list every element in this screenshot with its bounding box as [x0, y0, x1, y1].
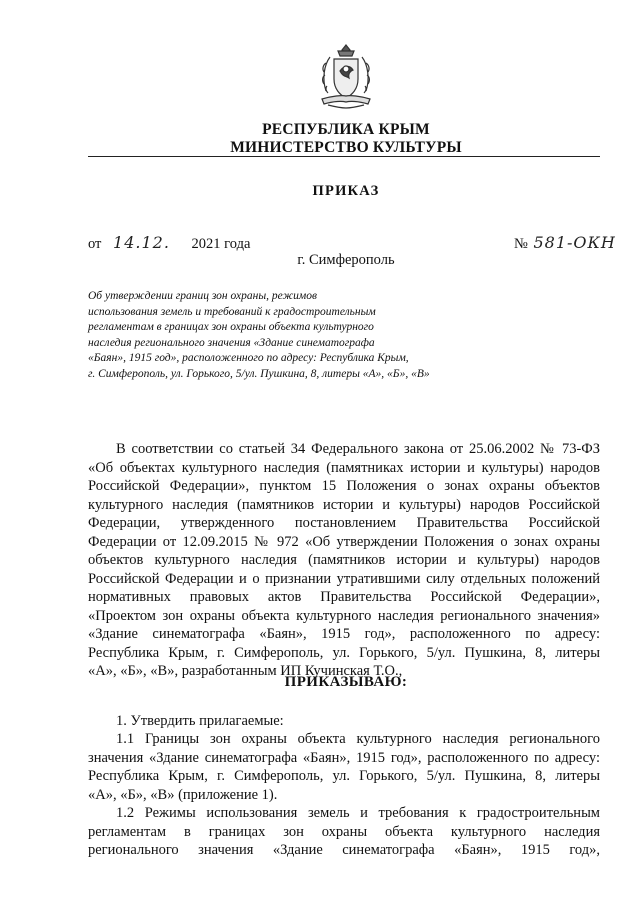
item-1-1-line: «А», «Б», «В» (приложение 1).: [88, 787, 278, 803]
preamble-line: «Здание синематографа «Баян», 1915 год», расположенного по адресу:: [88, 626, 600, 642]
handwritten-number: 581-ОКН: [533, 233, 616, 252]
subject-line: использования земель и требований к градостроительным: [88, 305, 376, 318]
preamble-line: Российской Федерации», пунктом 15 Положения о зонах охраны объектов: [88, 478, 600, 494]
preamble-line: Республика Крым, г. Симферополь, ул. Горького, 5/ул. Пушкина, 8, литеры: [88, 645, 600, 661]
item-1-2-line: регламентам в границах зон охраны объекта культурного наследия: [88, 824, 600, 840]
item-1-1-line: 1.1 Границы зон охраны объекта культурного наследия регионального: [116, 731, 600, 747]
preamble-line: нормативных правовых актов Правительства Российской Федерации»,: [88, 589, 600, 605]
document-subject: [88, 289, 508, 382]
subject-line: регламентам в границах зон охраны объекта культурного: [88, 321, 374, 333]
order-heading: ПРИКАЗЫВАЮ:: [284, 674, 408, 690]
subject-line: «Баян», 1915 год», расположенного по адресу: Республика Крым,: [88, 352, 409, 364]
document-city: г. Симферополь: [297, 252, 395, 268]
handwritten-date: 14.12.: [113, 233, 170, 252]
preamble-line: В соответствии со статьей 34 Федерального закона от 25.06.2002 № 73-ФЗ: [116, 441, 600, 457]
item-1-2-line: регионального значения «Здание синематографа «Баян», 1915 год»,: [88, 842, 600, 858]
item-1-2-line: 1.2 Режимы использования земель и требования к градостроительным: [116, 805, 600, 821]
preamble-line: Федерации, утвержденного постановлением Правительства Российской: [88, 515, 600, 531]
number-prefix: №: [514, 236, 528, 252]
preamble-line: «Проектом зон охраны объекта культурного наследия регионального значения»: [88, 608, 600, 624]
preamble-line: «А», «Б», «В», разработанным ИП Кучинская Т.О.,: [88, 663, 403, 679]
document-date: [88, 233, 250, 253]
item-1-1-line: значения «Здание синематографа «Баян», 1915 год», расположенного по адресу:: [88, 750, 600, 766]
item-1: 1. Утвердить прилагаемые:: [116, 713, 284, 729]
item-1-1-line: Республика Крым, г. Симферополь, ул. Горького, 5/ул. Пушкина, 8, литеры: [88, 768, 600, 784]
subject-line: г. Симферополь, ул. Горького, 5/ул. Пушкина, 8, литеры «А», «Б», «В»: [88, 367, 430, 380]
preamble-line: «Об объектах культурного наследия (памятниках истории и культуры) народов: [88, 460, 600, 476]
date-year: 2021 года: [191, 236, 251, 252]
preamble-line: объектов культурного наследия (памятников истории и культуры) народов: [88, 552, 600, 568]
coat-of-arms-icon: [314, 41, 378, 113]
preamble-line: Федерации от 12.09.2015 № 972 «Об утверждении Положения о зонах охраны: [88, 534, 600, 550]
subject-line: наследия регионального значения «Здание синематографа: [88, 336, 375, 349]
header-divider: [88, 156, 600, 157]
document-number: [514, 233, 616, 253]
preamble-line: Российской Федерации и о признании утратившими силу отдельных положений: [88, 571, 600, 587]
organization-name-line1: РЕСПУБЛИКА КРЫМ: [262, 121, 430, 138]
subject-line: Об утверждении границ зон охраны, режимов: [88, 290, 317, 302]
preamble-line: культурного наследия (памятников истории и культуры) народов Российской: [88, 497, 600, 513]
document-type-title: ПРИКАЗ: [312, 183, 380, 199]
date-prefix: от: [88, 236, 102, 252]
organization-name-line2: МИНИСТЕРСТВО КУЛЬТУРЫ: [230, 139, 462, 156]
